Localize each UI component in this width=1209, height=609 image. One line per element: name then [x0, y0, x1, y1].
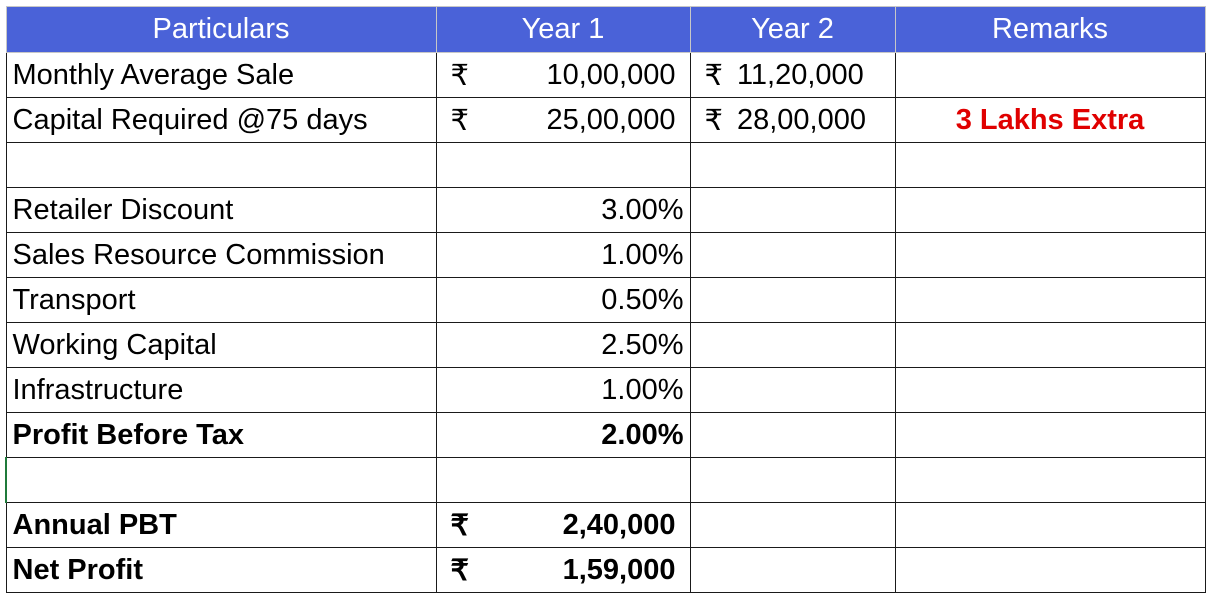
cell-remarks[interactable]: 3 Lakhs Extra [895, 98, 1205, 143]
empty-cell[interactable] [690, 503, 895, 548]
header-particulars[interactable]: Particulars [6, 7, 436, 53]
header-year2[interactable]: Year 2 [690, 7, 895, 53]
cell-label[interactable]: Infrastructure [6, 368, 436, 413]
cell-year1[interactable] [436, 548, 690, 593]
empty-cell[interactable] [895, 458, 1205, 503]
rupee-symbol: ₹ [450, 104, 469, 137]
empty-row [6, 458, 1205, 503]
cell-label[interactable]: Sales Resource Commission [6, 233, 436, 278]
cell-value: 10,00,000 [546, 58, 676, 91]
empty-cell[interactable] [895, 548, 1205, 593]
empty-cell[interactable] [690, 413, 895, 458]
table-row [6, 53, 1205, 98]
cell-label[interactable]: Profit Before Tax [6, 413, 436, 458]
table-row [6, 323, 1205, 368]
cell-value: 1,59,000 [562, 553, 676, 586]
rupee-symbol: ₹ [704, 59, 723, 92]
cell-label[interactable]: Monthly Average Sale [6, 53, 436, 98]
cell-year1[interactable] [436, 53, 690, 98]
cell-label[interactable]: Net Profit [6, 548, 436, 593]
cell-year1[interactable]: 1.00% [436, 233, 690, 278]
cell-year1[interactable]: 2.50% [436, 323, 690, 368]
rupee-symbol: ₹ [704, 104, 723, 137]
empty-cell[interactable] [895, 188, 1205, 233]
empty-cell[interactable] [690, 278, 895, 323]
empty-cell[interactable] [895, 278, 1205, 323]
rupee-symbol: ₹ [450, 509, 469, 542]
cell-label[interactable]: Working Capital [6, 323, 436, 368]
cell-label[interactable]: Retailer Discount [6, 188, 436, 233]
table-row [6, 278, 1205, 323]
cell-year1[interactable] [436, 503, 690, 548]
header-year1[interactable]: Year 1 [436, 7, 690, 53]
cell-year1[interactable]: 0.50% [436, 278, 690, 323]
cell-value: 11,20,000 [736, 58, 864, 91]
empty-row [6, 143, 1205, 188]
empty-cell[interactable] [6, 458, 436, 503]
empty-cell[interactable] [690, 458, 895, 503]
cell-year2[interactable] [690, 98, 895, 143]
cell-value: 2,40,000 [562, 508, 676, 541]
empty-cell[interactable] [690, 323, 895, 368]
cell-year1[interactable]: 2.00% [436, 413, 690, 458]
rupee-symbol: ₹ [450, 59, 469, 92]
cell-label[interactable]: Transport [6, 278, 436, 323]
empty-cell[interactable] [895, 413, 1205, 458]
table-row [6, 413, 1205, 458]
empty-cell[interactable] [690, 143, 895, 188]
cell-year1[interactable] [436, 98, 690, 143]
empty-cell[interactable] [436, 458, 690, 503]
cell-year1[interactable]: 3.00% [436, 188, 690, 233]
cell-remarks[interactable] [895, 53, 1205, 98]
cell-value: 25,00,000 [546, 103, 676, 136]
cell-year2[interactable] [690, 53, 895, 98]
empty-cell[interactable] [6, 143, 436, 188]
empty-cell[interactable] [895, 233, 1205, 278]
header-remarks[interactable]: Remarks [895, 7, 1205, 53]
table-row [6, 503, 1205, 548]
table-row [6, 188, 1205, 233]
empty-cell[interactable] [690, 188, 895, 233]
table-row [6, 233, 1205, 278]
cell-year1[interactable]: 1.00% [436, 368, 690, 413]
empty-cell[interactable] [690, 368, 895, 413]
empty-cell[interactable] [895, 143, 1205, 188]
header-row [6, 7, 1205, 53]
empty-cell[interactable] [895, 368, 1205, 413]
cell-label[interactable]: Annual PBT [6, 503, 436, 548]
spreadsheet-table [5, 6, 1206, 593]
empty-cell[interactable] [690, 548, 895, 593]
empty-cell[interactable] [690, 233, 895, 278]
empty-cell[interactable] [895, 323, 1205, 368]
empty-cell[interactable] [895, 503, 1205, 548]
cell-value: 28,00,000 [736, 103, 866, 136]
empty-cell[interactable] [436, 143, 690, 188]
rupee-symbol: ₹ [450, 554, 469, 587]
table-row [6, 548, 1205, 593]
table-row [6, 98, 1205, 143]
table-row [6, 368, 1205, 413]
cell-label[interactable]: Capital Required @75 days [6, 98, 436, 143]
